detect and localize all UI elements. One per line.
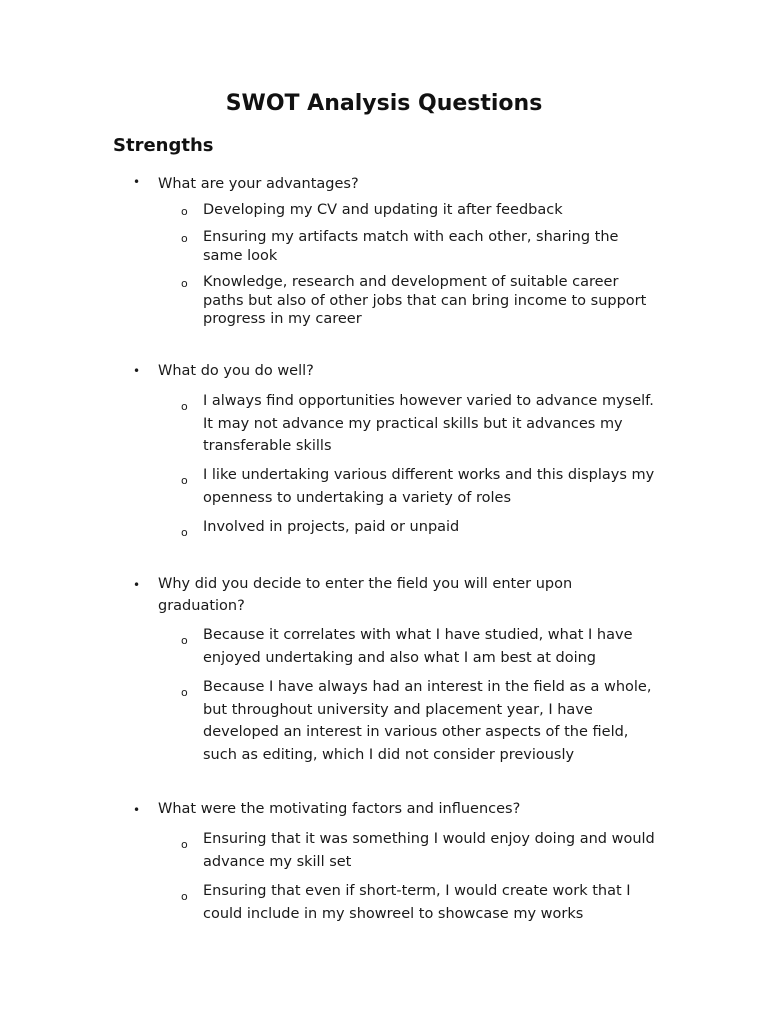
- bullet-icon: •: [133, 578, 141, 592]
- sub-bullet-icon: o: [181, 686, 188, 699]
- sub-bullet-icon: o: [181, 634, 188, 647]
- answer-item: I like undertaking various different works and this displays my openness to undertaking a variety of roles: [203, 467, 655, 506]
- section-heading-strengths: Strengths: [113, 135, 214, 156]
- sub-bullet-icon: o: [181, 474, 188, 487]
- sub-bullet-icon: o: [181, 277, 188, 290]
- answer-item: Involved in projects, paid or unpaid: [203, 519, 460, 535]
- bullet-icon: •: [133, 175, 141, 189]
- question-item: What are your advantages?: [158, 176, 359, 192]
- bullet-icon: •: [133, 803, 141, 817]
- answer-item: Ensuring that it was something I would enjoy doing and would advance my skill set: [203, 831, 655, 870]
- page-title: SWOT Analysis Questions: [225, 91, 543, 116]
- sub-bullet-icon: o: [181, 400, 188, 413]
- answer-item: Because it correlates with what I have studied, what I have enjoyed undertaking and also what I am best at doing: [203, 627, 633, 666]
- question-item: What were the motivating factors and influences?: [158, 801, 521, 817]
- sub-bullet-icon: o: [181, 838, 188, 851]
- sub-bullet-icon: o: [181, 232, 188, 245]
- answer-item: Because I have always had an interest in the field as a whole, but throughout university and placement year, I have developed an interest in various other aspects of the field, such as editing, which I did not consider previously: [203, 679, 652, 763]
- bullet-icon: •: [133, 364, 141, 378]
- question-item: Why did you decide to enter the field you will enter upon graduation?: [158, 576, 573, 614]
- answer-item: Ensuring my artifacts match with each other, sharing the same look: [203, 229, 619, 264]
- sub-bullet-icon: o: [181, 205, 188, 218]
- sub-bullet-icon: o: [181, 526, 188, 539]
- question-item: What do you do well?: [158, 363, 314, 379]
- sub-bullet-icon: o: [181, 890, 188, 903]
- answer-item: I always find opportunities however varied to advance myself. It may not advance my practical skills but it advances my transferable skills: [203, 393, 654, 454]
- answer-item: Knowledge, research and development of suitable career paths but also of other jobs that can bring income to support progress in my career: [203, 274, 647, 327]
- answer-item: Developing my CV and updating it after feedback: [203, 202, 563, 218]
- answer-item: Ensuring that even if short-term, I would create work that I could include in my showreel to showcase my works: [203, 883, 631, 922]
